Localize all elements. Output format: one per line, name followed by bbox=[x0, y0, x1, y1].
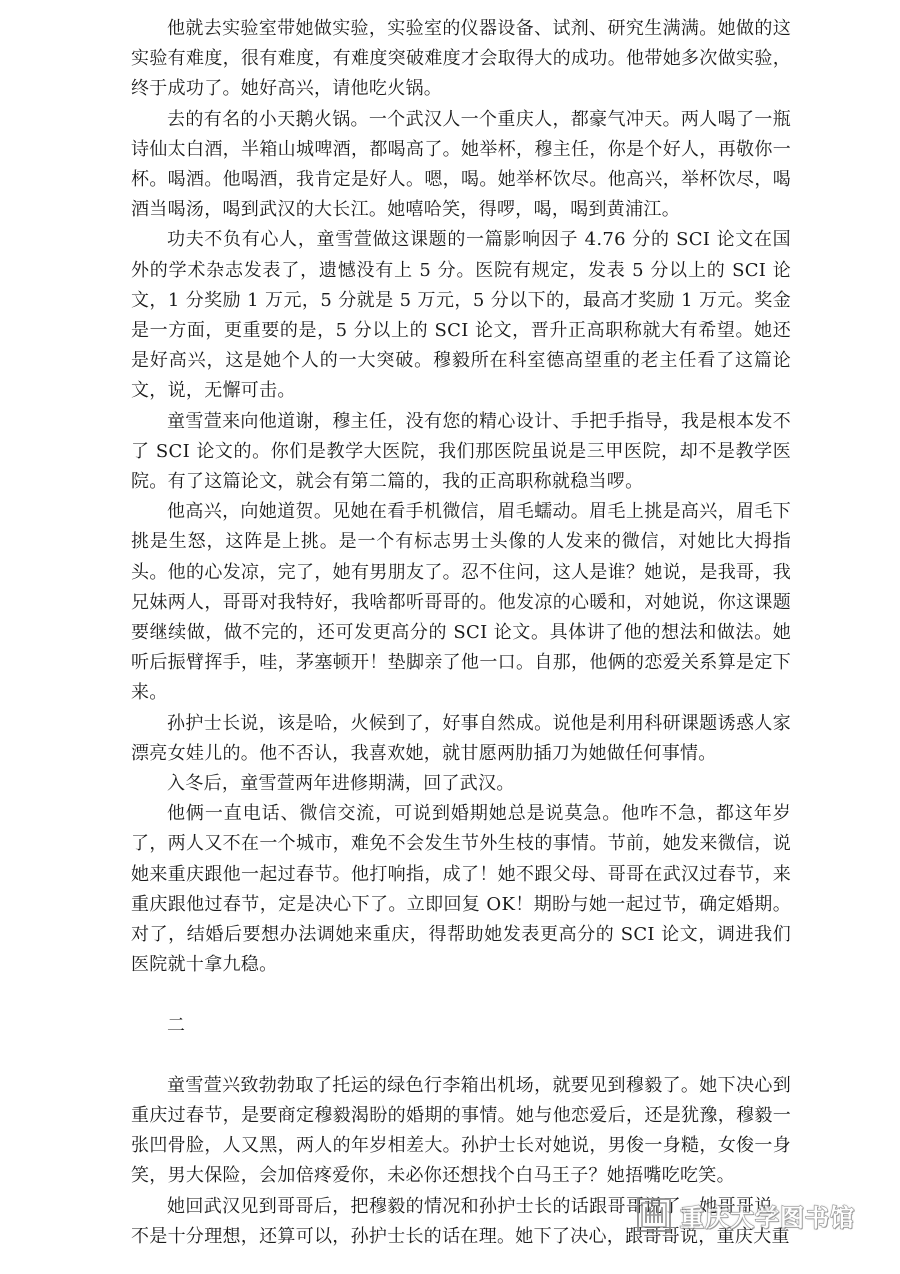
paragraph-9: 童雪萱兴致勃勃取了托运的绿色行李箱出机场，就要见到穆毅了。她下决心到重庆过春节，是要商定穆毅渴盼的婚期的事情。她与他恋爱后，还是犹豫，穆毅一张凹骨脸，人又黑，两人的年岁相差大。孙护士长对她说，男俊一身糙，女俊一身笑，男大保险，会加倍疼爱你，未必你还想找个白马王子？她捂嘴吃吃笑。 bbox=[131, 1074, 791, 1187]
paragraph-2: 去的有名的小天鹅火锅。一个武汉人一个重庆人，都豪气冲天。两人喝了一瓶诗仙太白酒，半箱山城啤酒，都喝高了。她举杯，穆主任，你是个好人，再敬你一杯。喝酒。他喝酒，我肯定是好人。嗯，喝。她举杯饮尽。他高兴，举杯饮尽，喝酒当喝汤，喝到武汉的大长江。她嘻哈笑，得啰，喝，喝到黄浦江。 bbox=[131, 108, 791, 221]
library-seal-icon bbox=[636, 1197, 672, 1233]
paragraph-4: 童雪萱来向他道谢，穆主任，没有您的精心设计、手把手指导，我是根本发不了 SCI 论文的。你们是教学大医院，我们那医院虽说是三甲医院，却不是教学医院。有了这篇论文，就会有第二篇的，我的正高职称就稳当啰。 bbox=[131, 410, 791, 493]
paragraph-3: 功夫不负有心人，童雪萱做这课题的一篇影响因子 4.76 分的 SCI 论文在国外的学术杂志发表了，遗憾没有上 5 分。医院有规定，发表 5 分以上的 SCI 论文，1 分奖励 1 万元，5 分就是 5 万元，5 分以下的，最高才奖励 1 万元。奖金是一方面，更重要的是，5 分以上的 SCI 论文，晋升正高职称就大有希望。她还是好高兴，这是她个人的一大突破。穆毅所在科室德高望重的老主任看了这篇论文，说，无懈可击。 bbox=[131, 229, 791, 402]
paragraph-1: 他就去实验室带她做实验，实验室的仪器设备、试剂、研究生满满。她做的这实验有难度，很有难度，有难度突破难度才会取得大的成功。他带她多次做实验，终于成功了。她好高兴，请他吃火锅。 bbox=[131, 18, 791, 100]
paragraph-8: 他俩一直电话、微信交流，可说到婚期她总是说莫急。他咋不急，都这年岁了，两人又不在一个城市，难免不会发生节外生枝的事情。节前，她发来微信，说她来重庆跟他一起过春节。他打响指，成了！她不跟父母、哥哥在武汉过春节，来重庆跟他过春节，定是决心下了。立即回复 OK！期盼与她一起过节，确定婚期。对了，结婚后要想办法调她来重庆，得帮助她发表更高分的 SCI 论文，调进我们医院就十拿九稳。 bbox=[131, 803, 791, 976]
section-heading: 二 bbox=[167, 1014, 185, 1036]
document-page bbox=[131, 14, 791, 1264]
watermark-text: 重庆大学图书馆 bbox=[680, 1203, 855, 1232]
paragraph-10: 她回武汉见到哥哥后，把穆毅的情况和孙护士长的话跟哥哥说了。她哥哥说，不是十分理想，还算可以，孙护士长的话在理。她下了决心，跟哥哥说，重庆大重 bbox=[131, 1195, 791, 1247]
paragraph-5: 他高兴，向她道贺。见她在看手机微信，眉毛蠕动。眉毛上挑是高兴，眉毛下挑是生怒，这阵是上挑。是一个有标志男士头像的人发来的微信，对她比大拇指头。他的心发凉，完了，她有男朋友了。忍不住问，这人是谁？她说，是我哥，我兄妹两人，哥哥对我特好，我啥都听哥哥的。他发凉的心暖和，对她说，你这课题要继续做，做不完的，还可发更高分的 SCI 论文。具体讲了他的想法和做法。她听后振臂挥手，哇，茅塞顿开！垫脚亲了他一口。自那，他俩的恋爱关系算是定下来。 bbox=[131, 501, 791, 704]
paragraph-6: 孙护士长说，该是哈，火候到了，好事自然成。说他是利用科研课题诱惑人家漂亮女娃儿的。他不否认，我喜欢她，就甘愿两肋插刀为她做任何事情。 bbox=[131, 712, 791, 764]
library-watermark bbox=[636, 1194, 855, 1236]
paragraph-7: 入冬后，童雪萱两年进修期满，回了武汉。 bbox=[167, 773, 515, 795]
